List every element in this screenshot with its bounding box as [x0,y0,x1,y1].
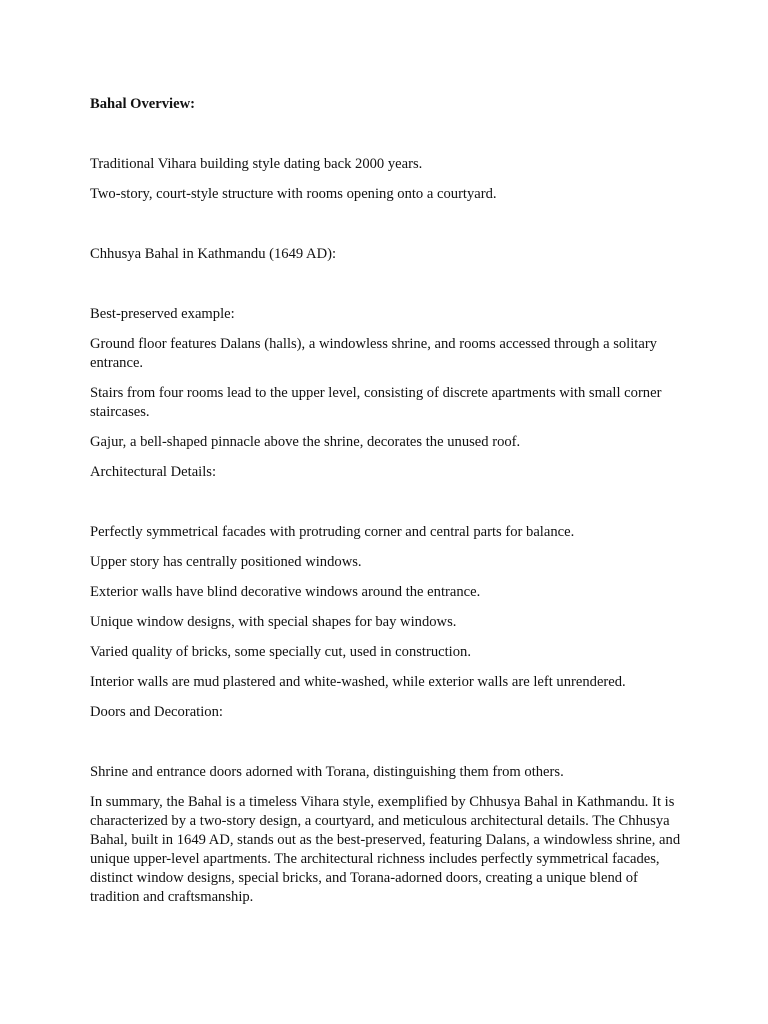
architecture-paragraph: Perfectly symmetrical facades with protruding corner and central parts for balance. [90,524,575,540]
best-preserved-paragraph: Stairs from four rooms lead to the upper level, consisting of discrete apartments with small corner staircases. [90,385,662,420]
summary-paragraph: In summary, the Bahal is a timeless Vihara style, exemplified by Chhusya Bahal in Kathmandu. It is characterized by a two-story design, a courtyard, and meticulous architectural details. The Chhusya Bahal, built in 1649 AD, stands out as the best-preserved, featuring Dalans, a windowless shrine, and unique upper-level apartments. The architectural richness includes perfectly symmetrical facades, distinct window designs, special bricks, and Torana-adorned doors, creating a unique blend of tradition and craftsmanship. [90,794,681,905]
architecture-paragraph: Upper story has centrally positioned windows. [90,554,362,570]
doors-heading: Doors and Decoration: [90,704,223,720]
overview-heading: Bahal Overview: [90,96,195,112]
architecture-paragraph: Unique window designs, with special shapes for bay windows. [90,614,457,630]
document-body [90,95,690,907]
best-preserved-label: Best-preserved example: [90,306,235,322]
chhusya-heading: Chhusya Bahal in Kathmandu (1649 AD): [90,246,337,262]
architecture-paragraph: Varied quality of bricks, some specially cut, used in construction. [90,644,471,660]
overview-paragraph: Traditional Vihara building style dating back 2000 years. [90,156,423,172]
architecture-paragraph: Exterior walls have blind decorative windows around the entrance. [90,584,481,600]
best-preserved-paragraph: Gajur, a bell-shaped pinnacle above the shrine, decorates the unused roof. [90,434,521,450]
overview-paragraph: Two-story, court-style structure with rooms opening onto a courtyard. [90,186,497,202]
architecture-heading: Architectural Details: [90,464,217,480]
best-preserved-paragraph: Ground floor features Dalans (halls), a windowless shrine, and rooms accessed through a solitary entrance. [90,336,657,371]
architecture-paragraph: Interior walls are mud plastered and white-washed, while exterior walls are left unrendered. [90,674,626,690]
doors-paragraph: Shrine and entrance doors adorned with Torana, distinguishing them from others. [90,764,564,780]
